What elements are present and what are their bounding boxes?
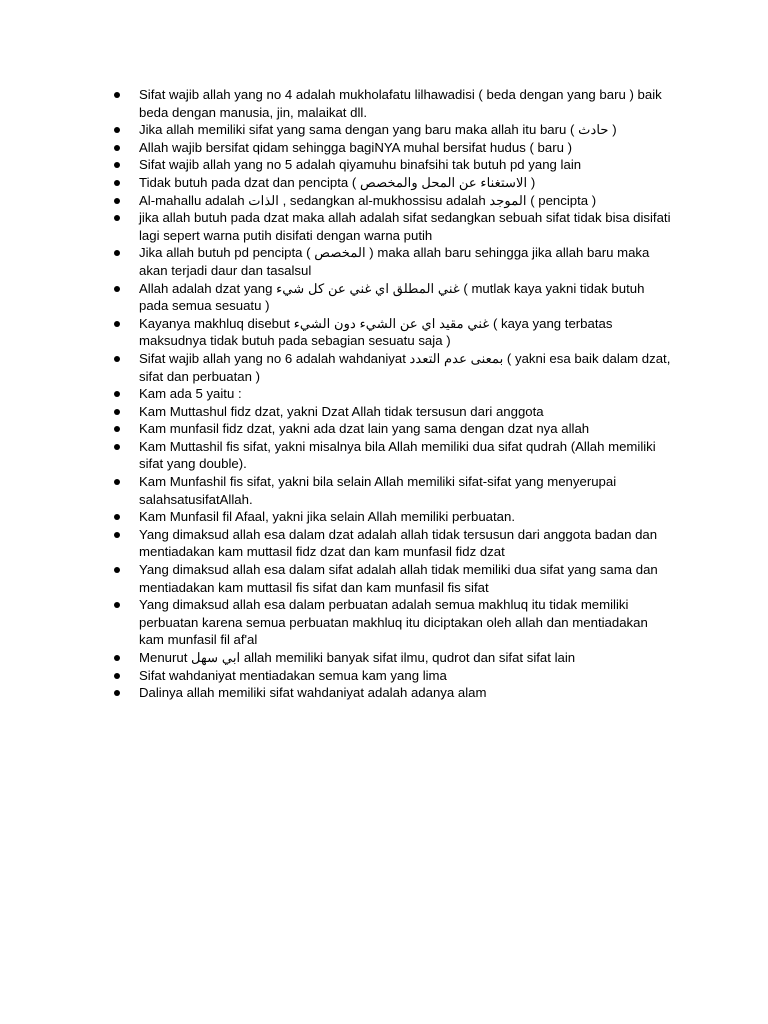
bullet-icon bbox=[114, 215, 120, 221]
list-item-text: jika allah butuh pada dzat maka allah adalah sifat sedangkan sebuah sifat tidak bisa disifati lagi sepert warna putih disifati dengan warna putih bbox=[139, 210, 671, 243]
bullet-icon bbox=[114, 602, 120, 608]
list-item-text: Kam munfasil fidz dzat, yakni ada dzat lain yang sama dengan dzat nya allah bbox=[139, 421, 590, 437]
bullet-icon bbox=[114, 426, 120, 432]
list-item-text: Sifat wajib allah yang no 5 adalah qiyamuhu binafsihi tak butuh pd yang lain bbox=[139, 157, 582, 173]
list-item bbox=[114, 561, 674, 596]
list-item-text: Al-mahallu adalah الذات , sedangkan al-mukhossisu adalah الموجد ( pencipta ) bbox=[139, 192, 597, 208]
list-item bbox=[114, 121, 674, 139]
list-item-text: Tidak butuh pada dzat dan pencipta ( الاستغناء عن المحل والمخصص ) bbox=[139, 174, 536, 190]
list-item bbox=[114, 280, 674, 315]
list-item bbox=[114, 526, 674, 561]
bullet-icon bbox=[114, 321, 120, 327]
list-item bbox=[114, 684, 674, 702]
bullet-icon bbox=[114, 514, 120, 520]
list-item bbox=[114, 209, 674, 244]
list-item-text: Allah wajib bersifat qidam sehingga bagiNYA muhal bersifat hudus ( baru ) bbox=[139, 139, 572, 155]
list-item-text: Jika allah butuh pd pencipta ( المخصص ) maka allah baru sehingga jika allah baru maka akan terjadi daur dan tasalsul bbox=[139, 245, 650, 278]
list-item-text: Sifat wajib allah yang no 4 adalah mukholafatu lilhawadisi ( beda dengan yang baru ) baik beda dengan manusia, jin, malaikat dll. bbox=[139, 87, 662, 120]
list-item bbox=[114, 156, 674, 174]
bullet-icon bbox=[114, 92, 120, 98]
list-item bbox=[114, 86, 674, 121]
bullet-icon bbox=[114, 444, 120, 450]
bullet-icon bbox=[114, 391, 120, 397]
list-item bbox=[114, 315, 674, 350]
bullet-icon bbox=[114, 180, 120, 186]
list-item bbox=[114, 174, 674, 192]
list-item bbox=[114, 403, 674, 421]
bullet-icon bbox=[114, 198, 120, 204]
list-item-text: Kam Muttashul fidz dzat, yakni Dzat Allah tidak tersusun dari anggota bbox=[139, 403, 544, 419]
bullet-icon bbox=[114, 127, 120, 133]
list-item-text: Jika allah memiliki sifat yang sama dengan yang baru maka allah itu baru ( حادث ) bbox=[139, 122, 617, 138]
bullet-icon bbox=[114, 532, 120, 538]
list-item-text: Yang dimaksud allah esa dalam sifat adalah allah tidak memiliki dua sifat yang sama dan mentiadakan kam muttasil fis sifat dan kam munfasil fis sifat bbox=[139, 562, 658, 595]
list-item bbox=[114, 385, 674, 403]
bullet-icon bbox=[114, 162, 120, 168]
bullet-icon bbox=[114, 409, 120, 415]
list-item-text: Allah adalah dzat yang غني المطلق اي غني عن كل شيء ( mutlak kaya yakni tidak butuh pada semua sesuatu ) bbox=[139, 280, 645, 314]
list-item bbox=[114, 244, 674, 279]
bullet-icon bbox=[114, 655, 120, 661]
list-item-text: Kam ada 5 yaitu : bbox=[139, 386, 242, 402]
list-item bbox=[114, 508, 674, 526]
list-item-text: Dalinya allah memiliki sifat wahdaniyat adalah adanya alam bbox=[139, 685, 487, 701]
bullet-list bbox=[114, 86, 674, 702]
list-item-text: Menurut ابي سهل allah memiliki banyak sifat ilmu, qudrot dan sifat sifat lain bbox=[139, 650, 576, 665]
list-item bbox=[114, 473, 674, 508]
list-item-text: Kam Munfashil fis sifat, yakni bila selain Allah memiliki sifat-sifat yang menyerupai salahsatusifatAllah. bbox=[139, 474, 617, 507]
list-item bbox=[114, 420, 674, 438]
list-item-text: Yang dimaksud allah esa dalam perbuatan adalah semua makhluq itu tidak memiliki perbuatan karena semua perbuatan makhluq itu diciptakan oleh allah dan mentiadakan kam munfasil fil af'al bbox=[139, 597, 648, 648]
bullet-icon bbox=[114, 567, 120, 573]
list-item bbox=[114, 438, 674, 473]
list-item-text: Kam Muttashil fis sifat, yakni misalnya bila Allah memiliki dua sifat qudrah (Allah memiliki sifat yang double). bbox=[139, 438, 656, 472]
bullet-icon bbox=[114, 286, 120, 292]
list-item-text: Sifat wahdaniyat mentiadakan semua kam yang lima bbox=[139, 667, 447, 683]
bullet-icon bbox=[114, 250, 120, 256]
list-item bbox=[114, 649, 674, 667]
list-item bbox=[114, 139, 674, 157]
list-item bbox=[114, 596, 674, 649]
list-item-text: Kam Munfasil fil Afaal, yakni jika selain Allah memiliki perbuatan. bbox=[139, 509, 516, 525]
bullet-icon bbox=[114, 479, 120, 485]
list-item-text: Yang dimaksud allah esa dalam dzat adalah allah tidak tersusun dari anggota badan dan mentiadakan kam muttasil fidz dzat dan kam munfasil fidz dzat bbox=[139, 526, 658, 560]
bullet-icon bbox=[114, 690, 120, 696]
list-item bbox=[114, 667, 674, 685]
list-item bbox=[114, 192, 674, 210]
bullet-icon bbox=[114, 145, 120, 151]
bullet-icon bbox=[114, 673, 120, 679]
list-item-text: Sifat wajib allah yang no 6 adalah wahdaniyat بمعنى عدم التعدد ( yakni esa baik dalam dzat, sifat dan perbuatan ) bbox=[139, 350, 671, 384]
bullet-icon bbox=[114, 356, 120, 362]
list-item bbox=[114, 350, 674, 385]
list-item-text: Kayanya makhluq disebut غني مقيد اي عن الشيء دون الشيء ( kaya yang terbatas maksudnya tidak butuh pada sebagian sesuatu saja ) bbox=[139, 315, 613, 349]
